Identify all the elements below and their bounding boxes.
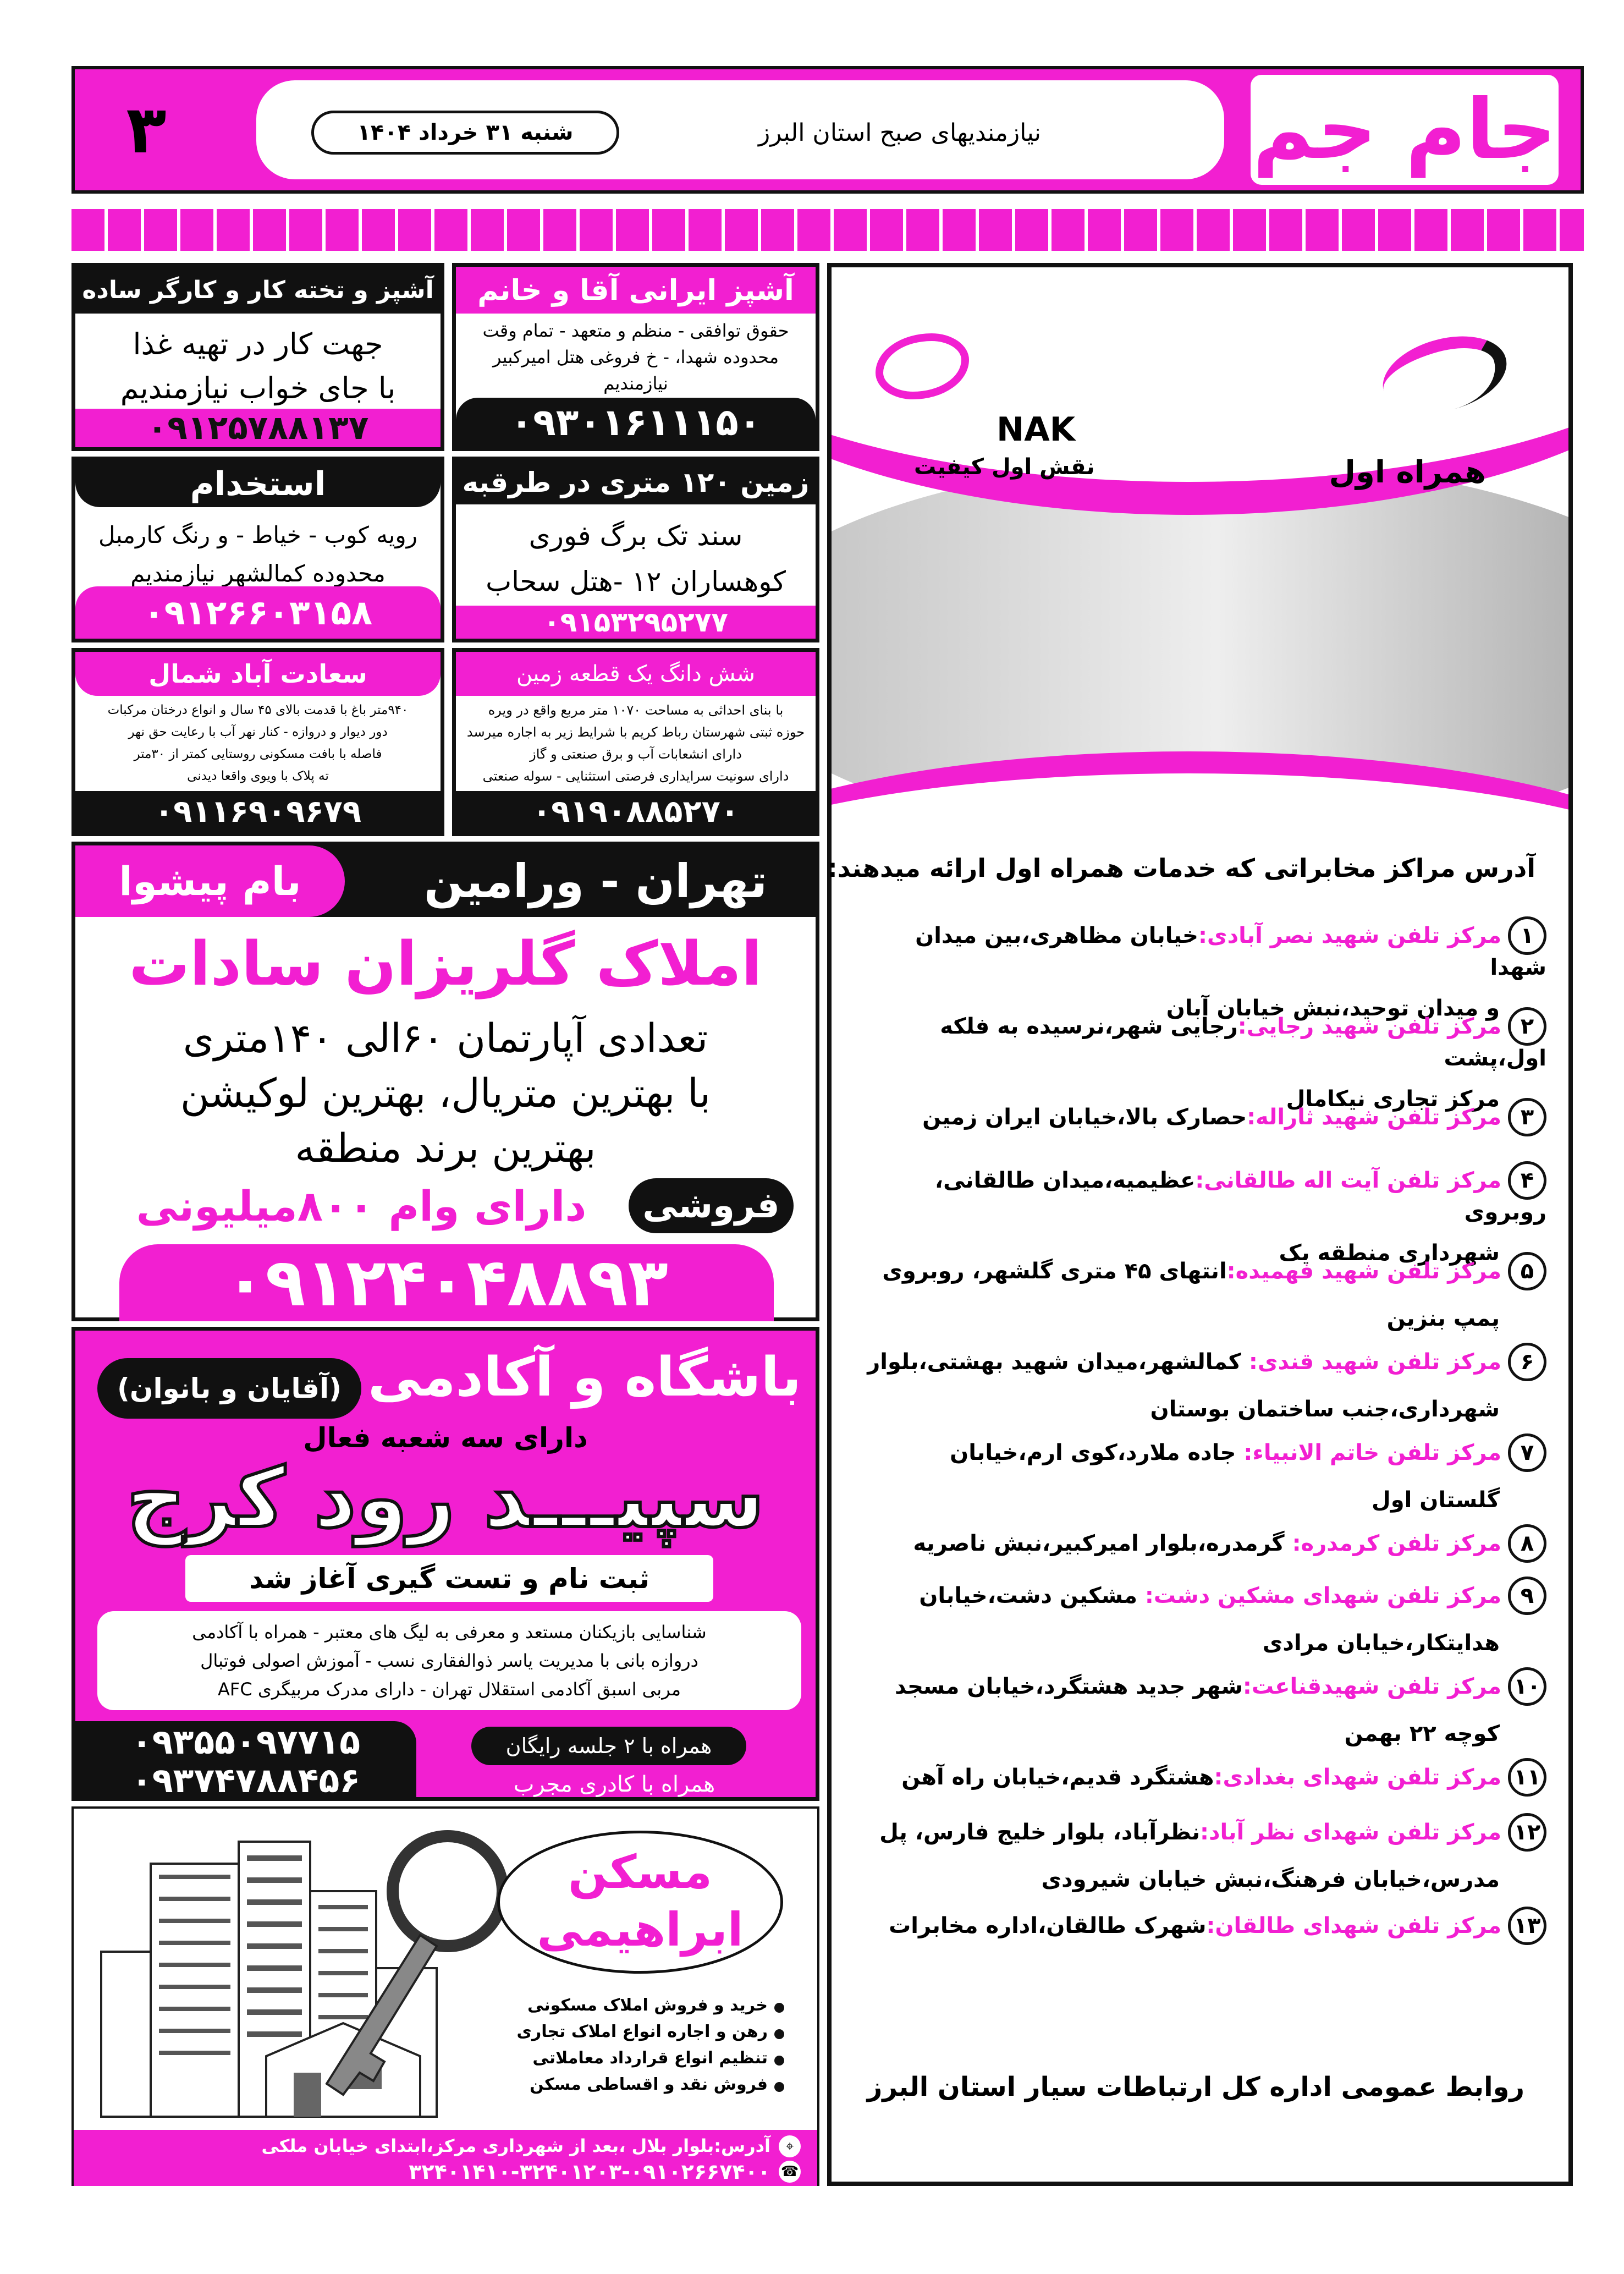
center-address-line2: گلستان اول: [1372, 1487, 1500, 1513]
ad-line: دارای انشعابات آب و برق صنعتی و گاز: [530, 746, 742, 762]
ad-phone[interactable]: ۰۹۱۲۴۰۴۸۸۹۳: [119, 1244, 774, 1321]
center-address: جاده ملارد،کوی ارم،خیابان: [950, 1440, 1244, 1465]
center-item: [854, 1343, 1546, 1422]
ad-six-dang: [452, 648, 819, 836]
ad-title: آشپز ایرانی آقا و خانم: [456, 267, 816, 314]
service-item: خرید و فروش املاک مسکونی: [527, 1996, 768, 2015]
center-item: [854, 1907, 1546, 1945]
center-item: [854, 1667, 1546, 1746]
center-number: ۱۳: [1508, 1907, 1546, 1945]
center-number: ۱۱: [1508, 1758, 1546, 1797]
centers-list: [854, 916, 1546, 2072]
center-item: [854, 916, 1546, 1021]
ad-line: دروازه بانی با مدیریت یاسر ذوالفقاری نسب - آموزش اصولی فوتبال: [200, 1650, 698, 1671]
nak-brand: NAK: [997, 410, 1076, 449]
header-date: شنبه ۳۱ خرداد ۱۴۰۴: [311, 111, 619, 155]
bullet-icon: [774, 2082, 784, 2092]
center-address: رجایی شهر،نرسیده به فلکه اول،پشت: [940, 1014, 1546, 1071]
ad-line: ۹۴۰متر باغ با قدمت بالای ۴۵ سال و انواع درختان مرکبات: [107, 703, 409, 717]
banner-title: تهران - ورامین: [423, 854, 768, 908]
ad-title: زمین ۱۲۰ متری در طرقبه: [456, 460, 816, 504]
bullet-icon: [774, 2003, 784, 2013]
ornament-band: [71, 206, 1584, 254]
ad-hamrah-aval: [827, 263, 1573, 2186]
center-name: مرکز تلفن کرمدره:: [1292, 1531, 1501, 1556]
center-item: [854, 1577, 1546, 1656]
branches: دارای سه شعبه فعال: [303, 1422, 588, 1454]
intro: آدرس مراکز مخابراتی که خدمات همراه اول ارائه میدهند:: [827, 853, 1535, 883]
service-item: فروش نقد و اقساطی مسکن: [530, 2075, 768, 2094]
center-address: انتهای ۴۵ متری گلشهر، روبروی: [882, 1259, 1227, 1284]
center-item: [854, 1252, 1546, 1331]
center-address: عظیمیه،میدان طالقانی، روبروی: [934, 1168, 1546, 1225]
center-name: مرکز تلفن شهید نصر آبادی:: [1198, 923, 1501, 948]
center-name: مرکز تلفن شهدای مشکین دشت:: [1144, 1583, 1501, 1608]
ad-line: حوزه ثبتی شهرستان رباط کریم با شرایط زیر به اجاره میرسد: [466, 724, 805, 740]
ad-line: حقوق توافقی - منظم و متعهد - تمام وقت: [482, 320, 789, 341]
ad-line: رویه کوب - خیاط - و رنگ کارمبل: [98, 521, 417, 548]
ad-sepidrood: [71, 1327, 819, 1801]
phone-icon: ☎: [779, 2161, 801, 2183]
center-name: مرکز تلفن شهیدقناعت:: [1242, 1674, 1501, 1699]
center-number: ۱۰: [1508, 1667, 1546, 1706]
ad-phone[interactable]: ۰۹۱۲۶۶۰۳۱۵۸: [75, 586, 441, 639]
center-address-line2: شهرداری،جنب ساختمان بوستان: [1150, 1397, 1500, 1422]
service-item: تنظیم انواع قرارداد معاملاتی: [532, 2048, 768, 2068]
address: آدرس:بلوار بلال ،بعد از شهرداری مرکز،ابتدای خیابان ملکی: [261, 2135, 770, 2156]
ad-title: شش دانگ یک قطعه زمین: [456, 652, 816, 696]
ad-line: محدوده شهدا، - خ فروغی هتل امیرکبیر: [493, 347, 779, 367]
loan: دارای وام ۸۰۰میلیونی: [136, 1181, 587, 1231]
center-number: ۸: [1508, 1524, 1546, 1563]
footer: روابط عمومی اداره کل ارتباطات سیار استان البرز: [867, 2072, 1524, 2102]
center-address: نظرآباد، بلوار خلیج فارس، پل: [879, 1820, 1200, 1845]
free-sessions: همراه با ۲ جلسه رایگان: [471, 1727, 746, 1765]
ad-phone[interactable]: ۰۹۱۲۵۷۸۸۱۳۷: [75, 409, 441, 447]
center-name: مرکز تلفن شهید رجایی:: [1237, 1014, 1501, 1039]
ad-title: مسکن: [568, 1845, 712, 1899]
building-illustration: [85, 1825, 536, 2122]
center-address-line2: مرکز تجاری نیکامال: [1286, 1086, 1500, 1112]
ad-line: مربی اسبق آکادمی استقلال تهران - دارای مدرک مربیگری AFC: [218, 1679, 681, 1700]
center-name: مرکز تلفن شهید فهمیده:: [1226, 1259, 1501, 1284]
badge: بام پیشوا: [75, 845, 345, 917]
ad-phone[interactable]: ۰۹۳۰۱۶۱۱۱۵۰: [456, 398, 816, 447]
bullet-icon: [774, 2029, 784, 2039]
ad-title: املاک گلریزان سادات: [129, 929, 762, 999]
center-address-line2: هدایتکار،خیابان مرادی: [1262, 1630, 1500, 1656]
ad-line: با جای خواب نیازمندیم: [120, 370, 396, 405]
logo: جام جم: [1251, 75, 1559, 185]
bullet-icon: [774, 2056, 784, 2066]
ad-line: دارای سونیت سرایداری فرصتی استثنایی - سوله صنعتی: [482, 768, 789, 784]
ad-land: [452, 457, 819, 642]
center-name: مرکز تلفن خاتم الانبیاء:: [1243, 1440, 1501, 1465]
ad-phone[interactable]: ۰۹۳۵۵۰۹۷۷۱۵: [131, 1721, 361, 1762]
ad-cook-carpenter: [71, 263, 444, 451]
ad-line: محدوده کمالشهر نیازمندیم: [130, 559, 386, 587]
center-number: ۶: [1508, 1343, 1546, 1381]
ad-title: آشپز و تخته کار و کارگر ساده: [75, 267, 441, 314]
ad-phone[interactable]: ۰۹۳۷۴۷۸۸۴۵۶: [131, 1760, 361, 1800]
ad-line: با بهترین متریال، بهترین لوکیشن: [180, 1070, 711, 1116]
ad-line: فاصله با بافت مسکونی روستایی کمتر از ۳۰متر: [134, 747, 382, 761]
center-item: [854, 1758, 1546, 1797]
center-address-line2: پمپ بنزین: [1386, 1306, 1500, 1331]
heading: باشگاه و آکادمی: [367, 1346, 802, 1409]
ad-line: جهت کار در تهیه غذا: [133, 326, 383, 361]
ad-chef: [452, 263, 819, 451]
ad-title: ابراهیمی: [537, 1903, 744, 1957]
center-name: مرکز تلفن شهید ثاراله:: [1247, 1105, 1501, 1130]
center-item: [854, 1098, 1546, 1136]
center-number: ۴: [1508, 1161, 1546, 1200]
ad-line: ته پلاک با ویوی واقعا دیدنی: [187, 769, 329, 783]
nak-slogan: نقش اول کیفیت: [914, 454, 1095, 480]
center-address-line2: و میدان توحید،نبش خیابان آبان: [1166, 996, 1500, 1021]
center-address: شهرک طالقان،اداره مخابرات: [889, 1913, 1207, 1938]
center-address: خیابان مظاهری،بین میدان شهدا: [915, 923, 1546, 980]
center-number: ۳: [1508, 1098, 1546, 1136]
page-number: ۳: [126, 91, 167, 168]
ad-saadat-abad: [71, 648, 444, 836]
ad-title: سعادت آباد شمال: [75, 652, 441, 696]
ad-line: سند تک برگ فوری: [529, 520, 743, 552]
ad-golrizan: [71, 842, 819, 1321]
ad-line: با بنای احداثی به مساحت ۱۰۷۰ متر مربع واقع در ویره: [488, 702, 784, 718]
staff: همراه با کادری مجرب: [513, 1772, 715, 1797]
ad-line: تعدادی آپارتمان ۶۰الی ۱۴۰متری: [183, 1015, 708, 1061]
center-number: ۵: [1508, 1252, 1546, 1290]
center-number: ۹: [1508, 1577, 1546, 1615]
ad-phone[interactable]: ۳۲۴۰۱۴۱۰-۳۲۴۰۱۲۰۳-۰۹۱۰۲۶۶۷۴۰۰: [409, 2160, 770, 2184]
masthead: [71, 66, 1584, 194]
sale-label: فروشی: [629, 1178, 794, 1233]
ad-line: شناسایی بازیکنان مستعد و معرفی به لیگ های معتبر - همراه با آکادمی: [192, 1622, 707, 1643]
ad-title: استخدام: [75, 460, 441, 507]
ad-line: دور دیوار و دروازه - کنار نهر آب با رعایت حق نهر: [128, 725, 388, 739]
center-name: مرکز تلفن شهید قندی:: [1248, 1349, 1501, 1375]
ad-line: نیازمندیم: [603, 373, 668, 394]
ad-line: کوهساران ۱۲ -هتل سحاب: [486, 565, 786, 597]
center-name: مرکز تلفن شهدای طالقان:: [1206, 1913, 1501, 1938]
ad-line: بهترین برند منطقه: [295, 1125, 596, 1171]
center-item: [854, 1813, 1546, 1892]
center-address: شهر جدید هشتگرد،خیابان مسجد: [894, 1674, 1243, 1699]
center-address-line2: کوچه ۲۲ بهمن: [1344, 1721, 1500, 1746]
ad-maskan: [71, 1806, 819, 2186]
center-number: ۱: [1508, 916, 1546, 955]
center-address: کمالشهر،میدان شهید بهشتی،بلوار: [867, 1349, 1249, 1375]
header-tagline: نیازمندیهای صبح استان البرز: [758, 118, 1042, 147]
ad-phone[interactable]: ۰۹۱۵۳۲۹۵۲۷۷: [456, 606, 816, 639]
center-address: حصارک بالا،خیابان ایران زمین: [922, 1105, 1247, 1130]
center-item: [854, 1161, 1546, 1266]
location-icon: ⌖: [779, 2135, 801, 2157]
ad-title: سپیـــد رود کرج: [126, 1451, 765, 1546]
center-item: [854, 1007, 1546, 1112]
center-address: هشتگرد قدیم،خیابان راه آهن: [901, 1765, 1214, 1790]
operator-logo: همراه اول: [1329, 454, 1486, 490]
ad-phone[interactable]: ۰۹۱۹۰۸۸۵۲۷۰: [456, 791, 816, 832]
service-item: رهن و اجاره انواع املاک تجاری: [516, 2022, 768, 2041]
center-item: [854, 1433, 1546, 1513]
center-number: ۷: [1508, 1433, 1546, 1472]
center-name: مرکز تلفن شهدای بغدادی:: [1214, 1765, 1501, 1790]
center-name: مرکز تلفن آیت اله طالقانی:: [1195, 1168, 1501, 1193]
center-number: ۲: [1508, 1007, 1546, 1046]
center-address: مشکین دشت،خیابان: [919, 1583, 1145, 1608]
center-address: گرمدره،بلوار امیرکبیر،نبش ناصریه: [913, 1531, 1292, 1556]
center-name: مرکز تلفن شهدای نظر آباد:: [1200, 1820, 1501, 1845]
center-address-line2: مدرس،خیابان فرهنگ،نبش خیابان شیرودی: [1041, 1867, 1500, 1892]
center-address-line2: شهرداری منطقه یک: [1279, 1240, 1500, 1266]
ad-phone[interactable]: ۰۹۱۱۶۹۰۹۶۷۹: [75, 791, 441, 832]
center-item: [854, 1524, 1546, 1563]
registration: ثبت نام و تست گیری آغاز شد: [185, 1555, 713, 1602]
center-number: ۱۲: [1508, 1813, 1546, 1852]
ad-hiring: [71, 457, 444, 642]
gender-badge: (آقایان و بانوان): [97, 1358, 361, 1419]
